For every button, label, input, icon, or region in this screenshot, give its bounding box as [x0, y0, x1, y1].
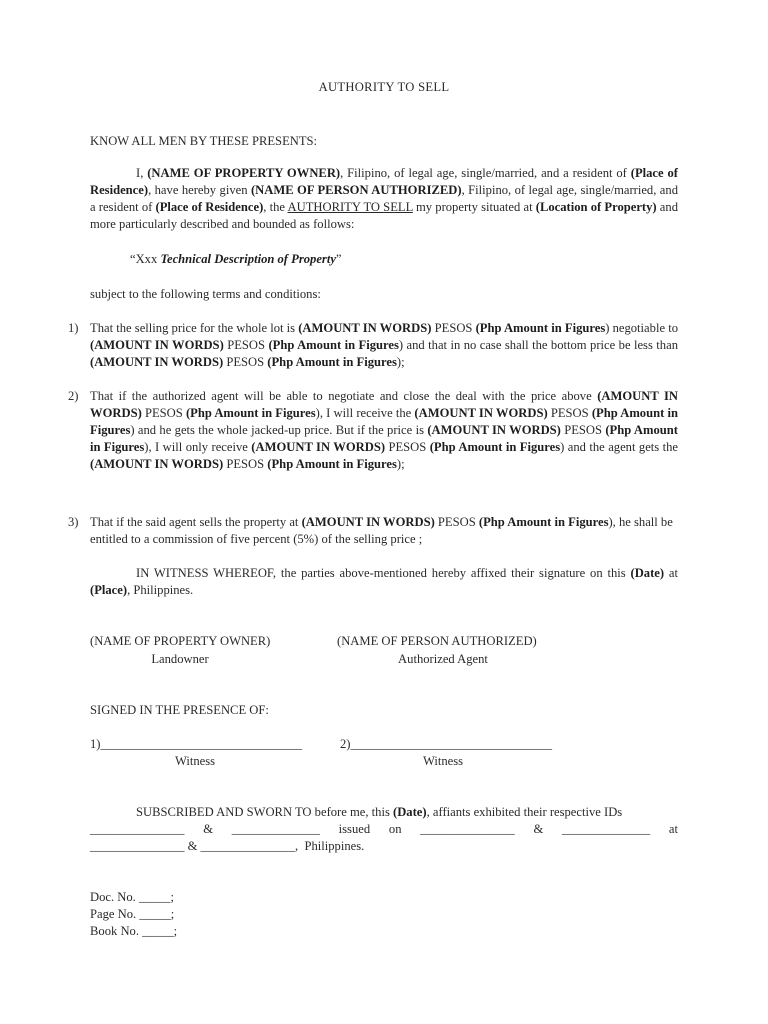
pesos-text: PESOS: [385, 440, 430, 454]
jurat-word: on: [388, 822, 402, 836]
condition-text-run: );: [396, 355, 405, 369]
pesos-text: PESOS: [223, 355, 268, 369]
witness-1-line: 1)________________________________: [90, 737, 302, 751]
agent-signature-name: (NAME OF PERSON AUTHORIZED): [337, 634, 537, 648]
doc-number: Doc. No. _____;: [90, 890, 174, 904]
intro-text: , Filipino, of legal age, single/married, and a resident of: [90, 183, 678, 214]
condition-text: [90, 388, 678, 473]
authority-to-sell-underlined: AUTHORITY TO SELL: [287, 200, 413, 214]
witness-1-label: Witness: [174, 754, 216, 768]
condition-text-run: That the selling price for the whole lot is: [90, 321, 299, 335]
amount-figures-placeholder: (Php Amount in Figures: [478, 515, 609, 529]
jurat-line-1: [136, 804, 622, 821]
condition-text-run: ) and he gets the whole jacked-up price. But if the price is: [130, 423, 428, 437]
ampersand: &: [203, 822, 213, 836]
condition-3: [68, 514, 678, 548]
amount-figures-placeholder: (Php Amount in Figures: [268, 338, 399, 352]
condition-number: 3): [68, 515, 79, 529]
condition-text-run: ), I will receive the: [315, 406, 415, 420]
residence-placeholder: (Place of Residence): [90, 166, 678, 197]
intro-text: , have hereby given: [148, 183, 251, 197]
owner-role: Landowner: [151, 652, 209, 666]
condition-2: [68, 388, 678, 473]
amount-words-placeholder: (AMOUNT IN WORDS): [251, 440, 386, 454]
date-placeholder: (Date): [630, 566, 665, 580]
condition-text-run: ) negotiable to: [605, 321, 678, 335]
amount-words-placeholder: (AMOUNT IN WORDS): [301, 515, 435, 529]
condition-text: [90, 320, 678, 371]
condition-text-run: ) and that in no case shall the bottom price be less than: [398, 338, 678, 352]
condition-text-run: );: [396, 457, 405, 471]
quote-close: ”: [335, 252, 342, 266]
intro-text: I,: [136, 166, 148, 180]
witness-text: IN WITNESS WHEREOF, the parties above-mentioned hereby affixed their signature on this: [136, 566, 631, 580]
location-placeholder: (Location of Property): [535, 200, 657, 214]
amount-words-placeholder: (AMOUNT IN WORDS): [427, 423, 561, 437]
book-number: Book No. _____;: [90, 924, 178, 938]
quote-open: “Xxx: [130, 252, 161, 266]
amount-figures-placeholder: (Php Amount in Figures: [90, 423, 678, 454]
date-blank: ______________: [561, 822, 651, 836]
condition-number: 2): [68, 389, 79, 403]
jurat-text: SUBSCRIBED AND SWORN TO before me, this: [136, 805, 394, 819]
amount-figures-placeholder: (Php Amount in Figures: [267, 457, 397, 471]
document-title: AUTHORITY TO SELL: [318, 80, 450, 94]
condition-text-run: ), he shall be entitled to a commission of five percent (5%) of the selling price ;: [90, 515, 673, 546]
jurat-word: at: [668, 822, 678, 836]
pesos-text: PESOS: [141, 406, 186, 420]
intro-text: my property situated at: [412, 200, 536, 214]
intro-text: and more particularly described and bounded as follows:: [90, 200, 678, 231]
id-blank: ______________: [231, 822, 320, 836]
pesos-text: PESOS: [223, 338, 269, 352]
amount-words-placeholder: (AMOUNT IN WORDS): [414, 406, 548, 420]
owner-name-placeholder: (NAME OF PROPERTY OWNER): [147, 166, 341, 180]
intro-paragraph: [90, 165, 678, 233]
condition-text-run: ), I will only receive: [144, 440, 252, 454]
pesos-text: PESOS: [547, 406, 592, 420]
date-blank: _______________: [420, 822, 515, 836]
amount-words-placeholder: (AMOUNT IN WORDS): [90, 355, 224, 369]
authorized-name-placeholder: (NAME OF PERSON AUTHORIZED): [250, 183, 462, 197]
condition-text-run: That if the said agent sells the property at: [90, 515, 302, 529]
jurat-line-3: _______________ & _______________, Philippines.: [90, 839, 365, 853]
pesos-text: PESOS: [434, 515, 479, 529]
residence-placeholder: (Place of Residence): [155, 200, 264, 214]
jurat-text: , affiants exhibited their respective IDs: [426, 805, 623, 819]
subject-line: subject to the following terms and conditions:: [90, 287, 321, 301]
pesos-text: PESOS: [560, 423, 606, 437]
salutation: KNOW ALL MEN BY THESE PRESENTS:: [90, 134, 318, 148]
witness-paragraph: [90, 565, 678, 599]
pesos-text: PESOS: [223, 457, 268, 471]
jurat-word: issued: [338, 822, 371, 836]
amount-figures-placeholder: (Php Amount in Figures: [429, 440, 561, 454]
condition-text-run: That if the authorized agent will be able to negotiate and close the deal with the price above: [90, 389, 598, 403]
amount-figures-placeholder: (Php Amount in Figures: [267, 355, 397, 369]
amount-words-placeholder: (AMOUNT IN WORDS): [90, 389, 679, 420]
witness-text: at: [664, 566, 678, 580]
amount-figures-placeholder: (Php Amount in Figures: [475, 321, 606, 335]
agent-role: Authorized Agent: [398, 652, 488, 666]
technical-description-placeholder: Technical Description of Property: [160, 252, 336, 266]
id-blank: _______________: [90, 822, 185, 836]
intro-text: , Filipino, of legal age, single/married, and a resident of: [340, 166, 631, 180]
date-placeholder: (Date): [393, 805, 427, 819]
amount-words-placeholder: (AMOUNT IN WORDS): [90, 338, 224, 352]
condition-1: [68, 320, 678, 371]
pesos-text: PESOS: [431, 321, 476, 335]
ampersand: &: [533, 822, 544, 836]
owner-signature-name: (NAME OF PROPERTY OWNER): [90, 634, 271, 648]
witness-text: , Philippines.: [127, 583, 194, 597]
page-number: Page No. _____;: [90, 907, 175, 921]
condition-text: [90, 514, 678, 548]
amount-words-placeholder: (AMOUNT IN WORDS): [298, 321, 432, 335]
condition-text-run: ) and the agent gets the: [560, 440, 678, 454]
condition-number: 1): [68, 321, 79, 335]
presence-heading: SIGNED IN THE PRESENCE OF:: [90, 703, 269, 717]
technical-description: [130, 251, 342, 268]
witness-2-line: 2)________________________________: [340, 737, 552, 751]
jurat-line-2: [90, 821, 678, 838]
amount-figures-placeholder: (Php Amount in Figures: [90, 406, 678, 437]
amount-words-placeholder: (AMOUNT IN WORDS): [90, 457, 224, 471]
place-placeholder: (Place): [90, 583, 128, 597]
intro-text: , the: [263, 200, 288, 214]
amount-figures-placeholder: (Php Amount in Figures: [185, 406, 316, 420]
witness-2-label: Witness: [422, 754, 464, 768]
